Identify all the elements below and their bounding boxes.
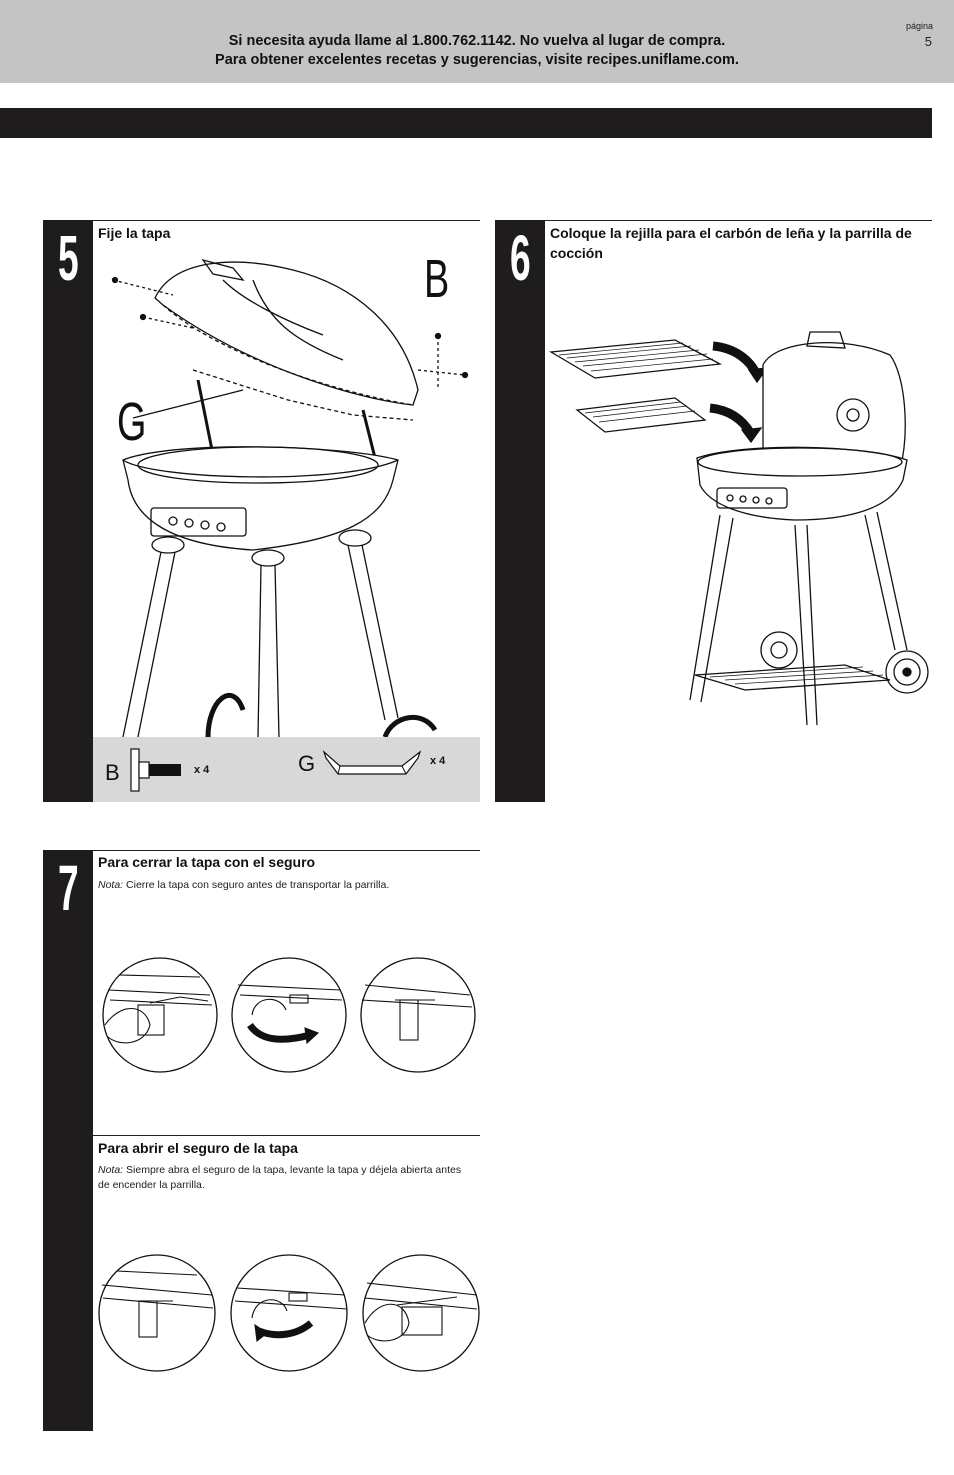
note-label: Nota: — [98, 879, 124, 891]
step-5-number: 5 — [58, 222, 79, 294]
part-g-qty: x 4 — [430, 755, 446, 767]
part-b-qty: x 4 — [194, 764, 210, 776]
note-label: Nota: — [98, 1164, 124, 1176]
step-7-open-title: Para abrir el seguro de la tapa — [98, 1140, 298, 1156]
step-5-rule — [93, 220, 480, 221]
step-7-open-note — [98, 1163, 470, 1193]
callout-g: G — [117, 392, 147, 452]
step-6-title: Coloque la rejilla para el carbón de leña y la parrilla de cocción — [550, 225, 912, 261]
step-6-bar — [495, 220, 545, 802]
bolt-icon — [128, 747, 188, 793]
callout-b: B — [424, 249, 450, 309]
step-7-number: 7 — [58, 852, 79, 924]
step-7-rule-2 — [93, 1135, 480, 1136]
bracket-icon — [322, 748, 422, 778]
help-text — [0, 32, 954, 70]
page-label: página — [905, 21, 933, 31]
step-7-bar — [43, 850, 93, 1431]
open-latch-circles — [97, 1253, 480, 1373]
help-line-2: Para obtener excelentes recetas y sugerencias, visite recipes.uniflame.com. — [215, 52, 739, 68]
step-6-number: 6 — [510, 222, 531, 294]
step-7-close-note — [98, 878, 468, 893]
close-latch-circles — [100, 955, 480, 1075]
page-number: 5 — [924, 34, 932, 49]
part-b-label: B — [105, 760, 120, 785]
step-7-rule-1 — [93, 850, 480, 851]
step-5-bar — [43, 220, 93, 802]
note-text: Siempre abra el seguro de la tapa, levante la tapa y déjela abierta antes de encender la parrilla. — [98, 1164, 462, 1191]
note-text: Cierre la tapa con seguro antes de transportar la parrilla. — [123, 879, 390, 891]
step-5-title: Fije la tapa — [98, 225, 171, 241]
part-g-label: G — [298, 751, 316, 776]
step-6-rule — [545, 220, 932, 221]
section-bar — [0, 108, 932, 138]
step-7-close-title: Para cerrar la tapa con el seguro — [98, 854, 316, 870]
grill-lid-assembly-illustration — [93, 240, 480, 737]
help-line-1: Si necesita ayuda llame al 1.800.762.1142. No vuelva al lugar de compra. — [228, 33, 726, 49]
grill-grates-illustration — [545, 320, 932, 740]
